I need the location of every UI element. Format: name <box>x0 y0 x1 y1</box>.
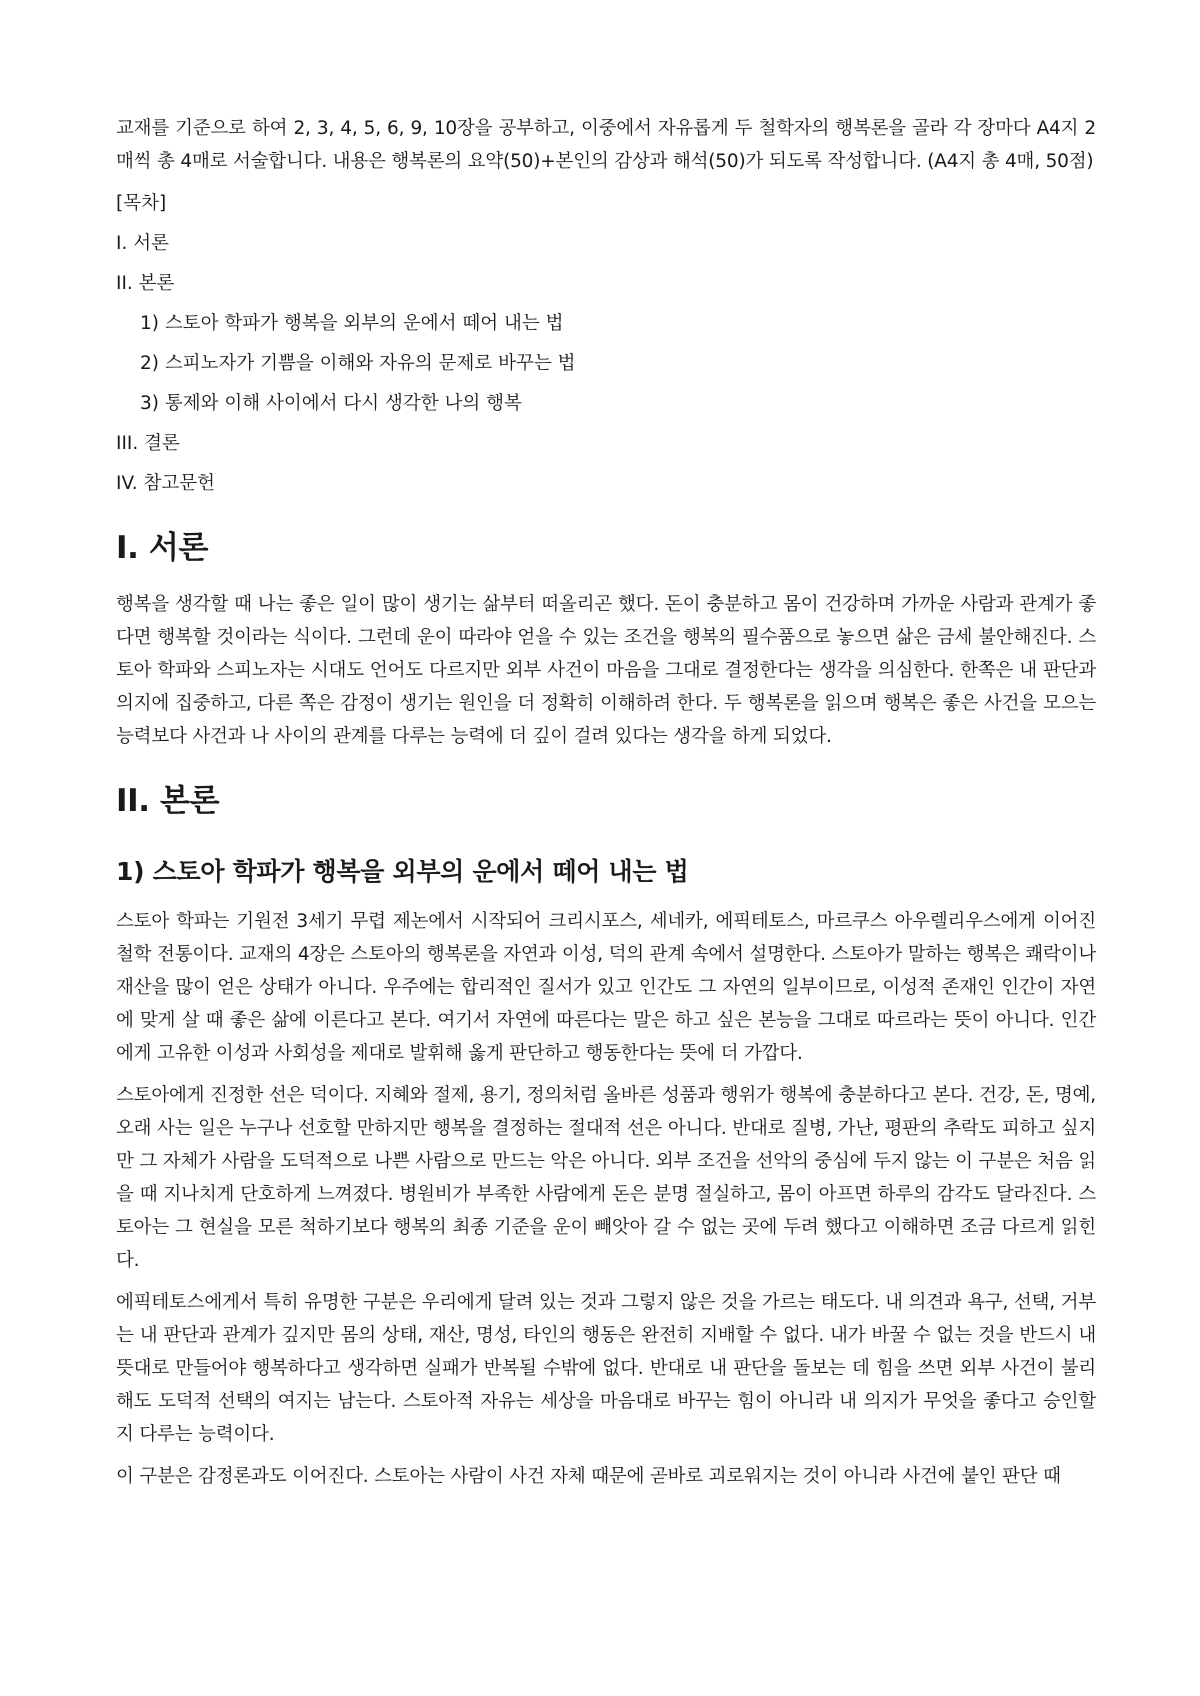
toc-item-conclusion: III. 결론 <box>116 433 180 454</box>
toc-item-stoics: 1) 스토아 학파가 행복을 외부의 운에서 떼어 내는 법 <box>140 313 564 334</box>
body-paragraph: 스토아에게 진정한 선은 덕이다. 지혜와 절제, 용기, 정의처럼 올바른 성품과 행위가 행복에 충분하다고 본다. 건강, 돈, 명예, 오래 사는 일은 누구나 선호할 만하지만 행복을 결정하는 절대적 선은 아니다. 반대로 질병, 가난, 평판의 추락도 피하고 싶지만 그 자체가 사람을 도덕적으로 나쁜 사람으로 만드는 악은 아니다. 외부 조건을 선악의 중심에 두지 않는 이 구분은 처음 읽을 때 지나치게 단호하게 느껴졌다. 병원비가 부족한 사람에게 돈은 분명 절실하고, 몸이 아프면 하루의 감각도 달라진다. 스토아는 그 현실을 모른 척하기보다 행복의 최종 기준을 운이 빼앗아 갈 수 없는 곳에 두려 했다고 이해하면 조금 다르게 읽힌다. <box>116 1085 1096 1271</box>
body-paragraph: 이 구분은 감정론과도 이어진다. 스토아는 사람이 사건 자체 때문에 곧바로 괴로워지는 것이 아니라 사건에 붙인 판단 때 <box>116 1466 1061 1487</box>
subsection-heading-stoics: 1) 스토아 학파가 행복을 외부의 운에서 떼어 내는 법 <box>116 857 689 886</box>
body-paragraph: 에픽테토스에게서 특히 유명한 구분은 우리에게 달려 있는 것과 그렇지 않은 것을 가르는 태도다. 내 의견과 욕구, 선택, 거부는 내 판단과 관계가 깊지만 몸의 상태, 재산, 명성, 타인의 행동은 완전히 지배할 수 없다. 내가 바꿀 수 없는 것을 반드시 내 뜻대로 만들어야 행복하다고 생각하면 실패가 반복될 수밖에 없다. 반대로 내 판단을 돌보는 데 힘을 쓰면 외부 사건이 불리해도 도덕적 선택의 여지는 남는다. 스토아적 자유는 세상을 마음대로 바꾸는 힘이 아니라 내 의지가 무엇을 좋다고 승인할지 다루는 능력이다. <box>116 1292 1096 1445</box>
section-heading-introduction: I. 서론 <box>116 530 208 566</box>
document-page <box>116 112 1096 1502</box>
toc-item-introduction: I. 서론 <box>116 233 169 254</box>
toc-title: [목차] <box>116 193 167 214</box>
body-paragraph: 스토아 학파는 기원전 3세기 무렵 제논에서 시작되어 크리시포스, 세네카, 에픽테토스, 마르쿠스 아우렐리우스에게 이어진 철학 전통이다. 교재의 4장은 스토아의 행복론을 자연과 이성, 덕의 관계 속에서 설명한다. 스토아가 말하는 행복은 쾌락이나 재산을 많이 얻은 상태가 아니다. 우주에는 합리적인 질서가 있고 인간도 그 자연의 일부이므로, 이성적 존재인 인간이 자연에 맞게 살 때 좋은 삶에 이른다고 본다. 여기서 자연에 따른다는 말은 하고 싶은 본능을 그대로 따르라는 뜻이 아니다. 인간에게 고유한 이성과 사회성을 제대로 발휘해 옳게 판단하고 행동한다는 뜻에 더 가깝다. <box>116 911 1096 1064</box>
toc-item-references: IV. 참고문헌 <box>116 473 215 494</box>
introduction-paragraph: 행복을 생각할 때 나는 좋은 일이 많이 생기는 삶부터 떠올리곤 했다. 돈이 충분하고 몸이 건강하며 가까운 사람과 관계가 좋다면 행복할 것이라는 식이다. 그런데 운이 따라야 얻을 수 있는 조건을 행복의 필수품으로 놓으면 삶은 금세 불안해진다. 스토아 학파와 스피노자는 시대도 언어도 다르지만 외부 사건이 마음을 그대로 결정한다는 생각을 의심한다. 한쪽은 내 판단과 의지에 집중하고, 다른 쪽은 감정이 생기는 원인을 더 정확히 이해하려 한다. 두 행복론을 읽으며 행복은 좋은 사건을 모으는 능력보다 사건과 나 사이의 관계를 다루는 능력에 더 깊이 걸려 있다는 생각을 하게 되었다. <box>116 594 1096 747</box>
section-heading-body: II. 본론 <box>116 783 220 819</box>
toc-item-my-happiness: 3) 통제와 이해 사이에서 다시 생각한 나의 행복 <box>140 393 522 414</box>
table-of-contents <box>116 187 1096 500</box>
toc-item-spinoza: 2) 스피노자가 기쁨을 이해와 자유의 문제로 바꾸는 법 <box>140 353 576 374</box>
assignment-instructions: 교재를 기준으로 하여 2, 3, 4, 5, 6, 9, 10장을 공부하고, 이중에서 자유롭게 두 철학자의 행복론을 골라 각 장마다 A4지 2매씩 총 4매로 서술합니다. 내용은 행복론의 요약(50)+본인의 감상과 해석(50)가 되도록 작성합니다. (A4지 총 4매, 50점) <box>116 118 1096 172</box>
toc-item-body: II. 본론 <box>116 273 175 294</box>
